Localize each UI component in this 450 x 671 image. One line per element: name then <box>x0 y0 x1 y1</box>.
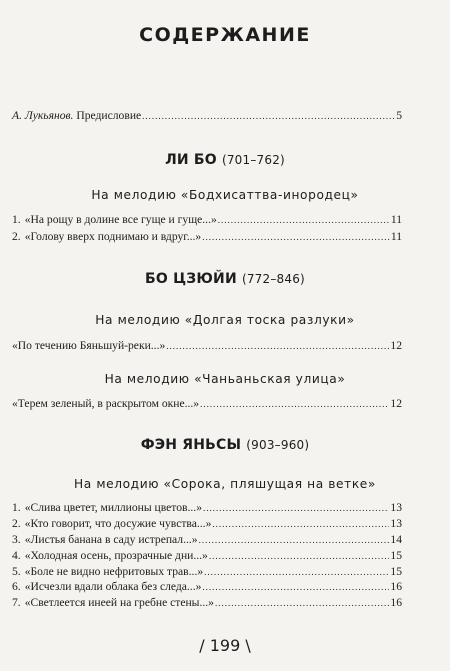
toc-entry[interactable] <box>12 549 402 563</box>
toc-entry-preface[interactable] <box>12 109 402 123</box>
melody-heading: На мелодию «Долгая тоска разлуки» <box>95 313 355 327</box>
page-number: 13 <box>390 517 402 530</box>
toc-entry[interactable] <box>12 517 402 531</box>
author-name: ФЭН ЯНЬСЫ <box>140 437 242 453</box>
dot-leader <box>202 230 390 244</box>
entry-title: «Исчезли вдали облака без следа...» <box>24 580 202 593</box>
page-folio: / 199 \ <box>199 636 251 655</box>
page-title: СОДЕРЖАНИЕ <box>139 24 311 46</box>
page-number: 16 <box>390 596 402 609</box>
page-number: 11 <box>390 230 402 243</box>
entry-title: «Кто говорит, что досужие чувства...» <box>24 517 212 530</box>
author-name: БО ЦЗЮЙИ <box>145 271 237 287</box>
entry-title: «Слива цветет, миллионы цветов...» <box>24 501 202 514</box>
entry-title: «На рощу в долине все гуще и гуще...» <box>24 213 217 226</box>
preface-author: А. Лукьянов. <box>12 109 74 122</box>
page-number: 12 <box>390 397 402 410</box>
melody-heading: На мелодию «Бодхисаттва-инородец» <box>91 188 359 202</box>
author-name: ЛИ БО <box>165 152 217 168</box>
page-number: 14 <box>390 533 402 546</box>
melody-heading: На мелодию «Чаньаньская улица» <box>104 372 346 386</box>
entry-title: «Боле не видно нефритовых трав...» <box>24 565 204 578</box>
entry-title: «Листья банана в саду истрепал...» <box>24 533 198 546</box>
toc-entry[interactable] <box>12 501 402 515</box>
entry-title: «Светлеется инеей на гребне стены...» <box>24 596 214 609</box>
entry-number: 5. <box>12 565 21 578</box>
toc-entry[interactable] <box>12 580 402 594</box>
toc-entry[interactable] <box>12 565 402 579</box>
toc-entry[interactable] <box>12 533 402 547</box>
entry-title: «Холодная осень, прозрачные дни...» <box>24 549 208 562</box>
entry-title: «Голову вверх поднимаю и вдруг...» <box>24 230 202 243</box>
page-number: 13 <box>390 501 402 514</box>
entry-title: «По течению Бяньшуй-реки...» <box>12 339 166 352</box>
author-heading-li-bo <box>0 152 450 168</box>
entry-number: 1. <box>12 213 21 226</box>
entry-number: 7. <box>12 596 21 609</box>
dot-leader <box>203 501 389 515</box>
toc-entry[interactable] <box>12 596 402 610</box>
dot-leader <box>202 580 389 594</box>
dot-leader <box>212 517 389 531</box>
entry-number: 6. <box>12 580 21 593</box>
preface-title: Предисловие <box>73 109 142 122</box>
author-heading-bo-czyuyi <box>0 271 450 287</box>
dot-leader <box>166 339 389 353</box>
page-number: 11 <box>390 213 402 226</box>
toc-entry[interactable] <box>12 339 402 353</box>
page-number: 15 <box>390 565 402 578</box>
author-years: (903–960) <box>246 438 310 452</box>
entry-number: 2. <box>12 517 21 530</box>
dot-leader <box>142 109 395 123</box>
page-number: 16 <box>390 580 402 593</box>
entry-title: «Терем зеленый, в раскрытом окне...» <box>12 397 200 410</box>
author-years: (772–846) <box>241 272 305 286</box>
page-number: 12 <box>390 339 402 352</box>
toc-entry[interactable] <box>12 213 402 227</box>
dot-leader <box>218 213 390 227</box>
entry-number: 2. <box>12 230 21 243</box>
author-years: (701–762) <box>221 153 285 167</box>
dot-leader <box>215 596 389 610</box>
page-number: 5 <box>396 109 402 122</box>
toc-entry[interactable] <box>12 230 402 244</box>
melody-heading: На мелодию «Сорока, пляшущая на ветке» <box>74 477 376 491</box>
toc-entry[interactable] <box>12 397 402 411</box>
entry-number: 4. <box>12 549 21 562</box>
page-number: 15 <box>390 549 402 562</box>
dot-leader <box>204 565 389 579</box>
entry-number: 3. <box>12 533 21 546</box>
dot-leader <box>199 533 390 547</box>
dot-leader <box>200 397 389 411</box>
entry-number: 1. <box>12 501 21 514</box>
author-heading-fen-yansy <box>0 437 450 453</box>
dot-leader <box>209 549 390 563</box>
